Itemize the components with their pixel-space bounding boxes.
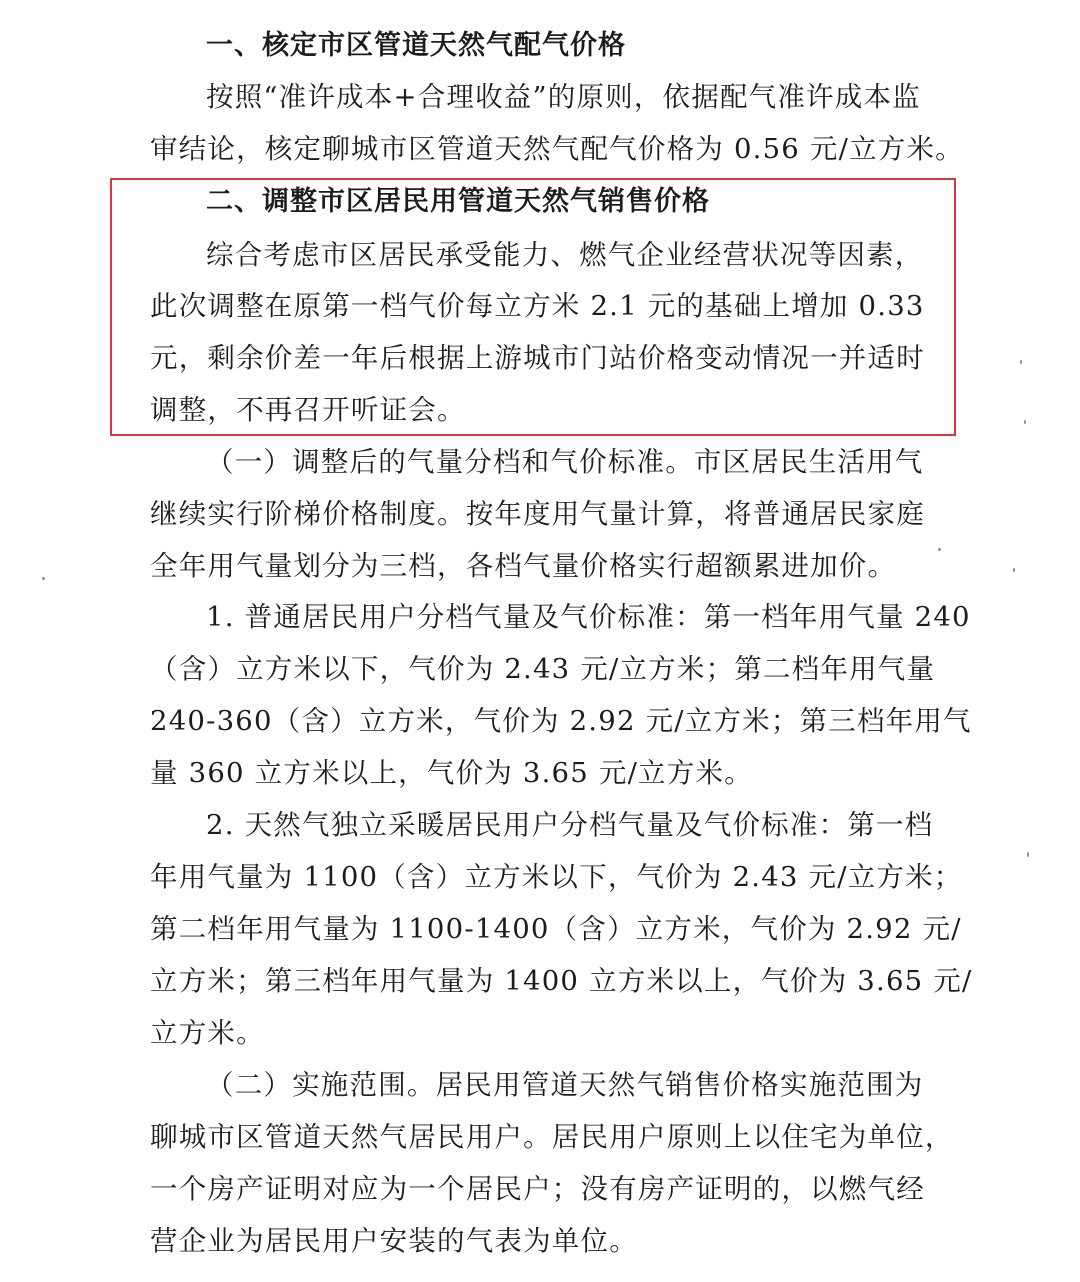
subsection1-line-2: 继续实行阶梯价格制度。按年度用气量计算，将普通居民家庭 bbox=[150, 498, 925, 530]
section2-line-4: 调整，不再召开听证会。 bbox=[150, 394, 466, 426]
item2-line-3: 第二档年用气量为 1100-1400（含）立方米，气价为 2.92 元/ bbox=[150, 913, 962, 945]
section2-line-3: 元，剩余价差一年后根据上游城市门站价格变动情况一并适时 bbox=[150, 342, 925, 374]
scan-speck bbox=[938, 548, 941, 551]
item1-line-3: 240-360（含）立方米，气价为 2.92 元/立方米；第三档年用气 bbox=[150, 705, 972, 737]
item2-line-2: 年用气量为 1100（含）立方米以下，气价为 2.43 元/立方米； bbox=[150, 861, 963, 893]
section1-line-1: 按照“准许成本+合理收益”的原则，依据配气准许成本监 bbox=[206, 81, 921, 113]
scan-speck bbox=[1020, 360, 1022, 364]
item1-line-1: 1. 普通居民用户分档气量及气价标准：第一档年用气量 240 bbox=[206, 601, 971, 633]
item1-line-4: 量 360 立方米以上，气价为 3.65 元/立方米。 bbox=[150, 757, 753, 789]
subsection2-line-1: （二）实施范围。居民用管道天然气销售价格实施范围为 bbox=[206, 1069, 924, 1101]
subsection2-line-2: 聊城市区管道天然气居民用户。居民用户原则上以住宅为单位， bbox=[150, 1121, 954, 1153]
subsection2-line-4: 营企业为居民用户安装的气表为单位。 bbox=[150, 1225, 638, 1257]
scan-speck bbox=[1027, 852, 1029, 857]
section2-line-2: 此次调整在原第一档气价每立方米 2.1 元的基础上增加 0.33 bbox=[150, 290, 925, 322]
section2-line-1: 综合考虑市区居民承受能力、燃气企业经营状况等因素， bbox=[206, 239, 924, 271]
section1-heading: 一、核定市区管道天然气配气价格 bbox=[206, 30, 626, 61]
section2-heading: 二、调整市区居民用管道天然气销售价格 bbox=[206, 186, 710, 217]
item2-line-1: 2. 天然气独立采暖居民用户分档气量及气价标准：第一档 bbox=[206, 809, 934, 841]
section1-line-2: 审结论，核定聊城市区管道天然气配气价格为 0.56 元/立方米。 bbox=[150, 133, 964, 165]
item2-line-5: 立方米。 bbox=[150, 1017, 265, 1049]
scan-speck bbox=[1024, 420, 1026, 424]
item1-line-2: （含）立方米以下，气价为 2.43 元/立方米；第二档年用气量 bbox=[150, 653, 936, 685]
subsection1-line-3: 全年用气量划分为三档，各档气量价格实行超额累进加价。 bbox=[150, 550, 897, 582]
subsection1-line-1: （一）调整后的气量分档和气价标准。市区居民生活用气 bbox=[206, 446, 924, 478]
scan-speck bbox=[42, 577, 45, 580]
subsection2-line-3: 一个房产证明对应为一个居民户；没有房产证明的，以燃气经 bbox=[150, 1173, 925, 1205]
scan-speck bbox=[1013, 568, 1015, 572]
item2-line-4: 立方米；第三档年用气量为 1400 立方米以上，气价为 3.65 元/ bbox=[150, 965, 973, 997]
